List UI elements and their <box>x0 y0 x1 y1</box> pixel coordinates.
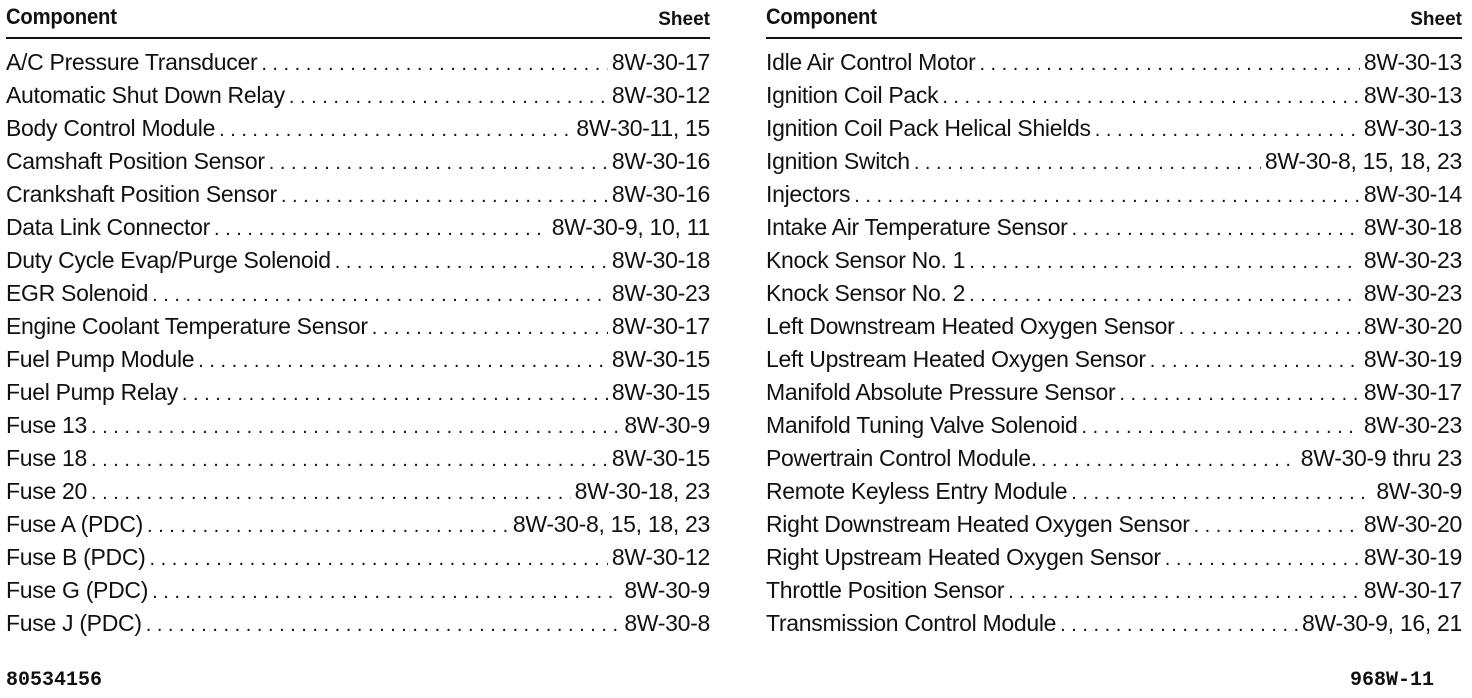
sheet-reference: 8W-30-23 <box>1363 412 1462 438</box>
sheet-reference: 8W-30-20 <box>1363 511 1462 537</box>
table-row <box>766 79 1462 112</box>
sheet-reference: 8W-30-18 <box>611 247 710 273</box>
component-name: Fuel Pump Module <box>6 346 195 372</box>
dot-leader <box>1165 543 1360 574</box>
sheet-reference: 8W-30-17 <box>1363 379 1462 405</box>
sheet-reference: 8W-30-8 <box>624 610 710 636</box>
sheet-reference: 8W-30-14 <box>1363 181 1462 207</box>
table-row <box>766 607 1462 640</box>
left-column <box>6 0 710 640</box>
sheet-reference: 8W-30-9, 16, 21 <box>1301 610 1462 636</box>
dot-leader <box>214 213 548 244</box>
sheet-reference: 8W-30-13 <box>1363 115 1462 141</box>
table-row <box>6 574 710 607</box>
dot-leader <box>854 180 1360 211</box>
component-name: Fuse 13 <box>6 412 88 438</box>
left-column-header <box>6 0 710 39</box>
dot-leader <box>914 147 1261 178</box>
component-name: Fuse 20 <box>6 478 88 504</box>
component-name: Remote Keyless Entry Module <box>766 478 1068 504</box>
component-name: Fuse B (PDC) <box>6 544 146 570</box>
dot-leader <box>281 180 608 211</box>
component-name: Body Control Module <box>6 115 216 141</box>
dot-leader <box>91 444 608 475</box>
dot-leader <box>969 279 1360 310</box>
table-row <box>6 277 710 310</box>
table-row <box>6 79 710 112</box>
component-name: Intake Air Temperature Sensor <box>766 214 1068 240</box>
table-row <box>766 178 1462 211</box>
component-name: Throttle Position Sensor <box>766 577 1005 603</box>
dot-leader <box>1179 312 1360 343</box>
dot-leader <box>1095 114 1360 145</box>
sheet-reference: 8W-30-15 <box>611 445 710 471</box>
dot-leader <box>1072 213 1360 244</box>
table-row <box>6 508 710 541</box>
dot-leader <box>969 246 1360 277</box>
component-name: Idle Air Control Motor <box>766 49 976 75</box>
sheet-reference: 8W-30-18, 23 <box>574 478 710 504</box>
sheet-reference: 8W-30-9 <box>1376 478 1462 504</box>
sheet-reference: 8W-30-17 <box>611 49 710 75</box>
dot-leader <box>1060 609 1298 640</box>
sheet-reference: 8W-30-11, 15 <box>576 115 710 141</box>
table-row <box>766 211 1462 244</box>
component-name: Right Downstream Heated Oxygen Sensor <box>766 511 1190 537</box>
dot-leader <box>219 114 572 145</box>
component-name: Left Upstream Heated Oxygen Sensor <box>766 346 1146 372</box>
table-row <box>6 211 710 244</box>
component-name: Automatic Shut Down Relay <box>6 82 285 108</box>
table-row <box>766 112 1462 145</box>
component-name: Left Downstream Heated Oxygen Sensor <box>766 313 1175 339</box>
component-name: Fuel Pump Relay <box>6 379 178 405</box>
sheet-reference: 8W-30-13 <box>1363 49 1462 75</box>
dot-leader <box>979 48 1359 79</box>
table-row <box>766 508 1462 541</box>
sheet-reference: 8W-30-23 <box>611 280 710 306</box>
page-number: 968W-11 <box>1349 669 1434 692</box>
component-name: Right Upstream Heated Oxygen Sensor <box>766 544 1161 570</box>
document-code: 80534156 <box>6 669 103 692</box>
table-row <box>766 475 1462 508</box>
sheet-reference: 8W-30-18 <box>1363 214 1462 240</box>
table-row <box>6 310 710 343</box>
table-row <box>766 343 1462 376</box>
sheet-reference: 8W-30-15 <box>611 346 710 372</box>
table-row <box>766 541 1462 574</box>
component-name: Fuse A (PDC) <box>6 511 143 537</box>
dot-leader <box>150 543 608 574</box>
component-name: A/C Pressure Transducer <box>6 49 258 75</box>
sheet-reference: 8W-30-8, 15, 18, 23 <box>512 511 710 537</box>
dot-leader <box>1082 411 1360 442</box>
dot-leader <box>1008 576 1360 607</box>
sheet-reference: 8W-30-12 <box>611 82 710 108</box>
dot-leader <box>152 576 620 607</box>
table-row <box>6 541 710 574</box>
sheet-header: Sheet <box>1410 9 1462 30</box>
component-name: Manifold Tuning Valve Solenoid <box>766 412 1078 438</box>
dot-leader <box>147 510 509 541</box>
component-name: Knock Sensor No. 1 <box>766 247 966 273</box>
component-header: Component <box>766 4 877 29</box>
dot-leader <box>942 81 1360 112</box>
right-column-header <box>766 0 1462 39</box>
dot-leader <box>91 411 620 442</box>
sheet-reference: 8W-30-19 <box>1363 346 1462 372</box>
table-row <box>766 409 1462 442</box>
table-row <box>766 46 1462 79</box>
table-row <box>6 607 710 640</box>
sheet-reference: 8W-30-23 <box>1363 247 1462 273</box>
component-name: Fuse J (PDC) <box>6 610 142 636</box>
table-row <box>766 376 1462 409</box>
component-name: Crankshaft Position Sensor <box>6 181 277 207</box>
table-row <box>6 409 710 442</box>
sheet-reference: 8W-30-12 <box>611 544 710 570</box>
table-row <box>6 145 710 178</box>
component-name: Powertrain Control Module. <box>766 445 1037 471</box>
sheet-header: Sheet <box>658 9 710 30</box>
component-name: Fuse 18 <box>6 445 88 471</box>
dot-leader <box>146 609 621 640</box>
component-name: Engine Coolant Temperature Sensor <box>6 313 368 339</box>
component-name: Ignition Coil Pack Helical Shields <box>766 115 1091 141</box>
table-row <box>766 277 1462 310</box>
component-name: Duty Cycle Evap/Purge Solenoid <box>6 247 331 273</box>
sheet-reference: 8W-30-9 <box>624 412 710 438</box>
sheet-reference: 8W-30-8, 15, 18, 23 <box>1264 148 1462 174</box>
sheet-reference: 8W-30-15 <box>611 379 710 405</box>
component-name: Transmission Control Module <box>766 610 1057 636</box>
dot-leader <box>269 147 608 178</box>
dot-leader <box>372 312 608 343</box>
component-name: Fuse G (PDC) <box>6 577 149 603</box>
table-row <box>766 442 1462 475</box>
table-row <box>6 112 710 145</box>
component-name: Manifold Absolute Pressure Sensor <box>766 379 1116 405</box>
component-name: Ignition Coil Pack <box>766 82 939 108</box>
sheet-reference: 8W-30-16 <box>611 148 710 174</box>
dot-leader <box>198 345 608 376</box>
dot-leader <box>1071 477 1372 508</box>
dot-leader <box>152 279 608 310</box>
sheet-reference: 8W-30-9 <box>624 577 710 603</box>
dot-leader <box>1194 510 1360 541</box>
sheet-reference: 8W-30-17 <box>1363 577 1462 603</box>
right-component-list <box>766 46 1462 640</box>
sheet-reference: 8W-30-19 <box>1363 544 1462 570</box>
dot-leader <box>182 378 608 409</box>
component-name: EGR Solenoid <box>6 280 149 306</box>
component-name: Knock Sensor No. 2 <box>766 280 966 306</box>
sheet-reference: 8W-30-23 <box>1363 280 1462 306</box>
component-name: Data Link Connector <box>6 214 210 240</box>
table-row <box>6 178 710 211</box>
table-row <box>6 475 710 508</box>
sheet-reference: 8W-30-20 <box>1363 313 1462 339</box>
sheet-reference: 8W-30-9 thru 23 <box>1300 445 1462 471</box>
component-name: Camshaft Position Sensor <box>6 148 265 174</box>
table-row <box>6 46 710 79</box>
dot-leader <box>1119 378 1359 409</box>
component-header: Component <box>6 4 117 29</box>
component-name: Injectors <box>766 181 851 207</box>
table-row <box>766 574 1462 607</box>
dot-leader <box>91 477 571 508</box>
right-column <box>766 0 1462 640</box>
dot-leader <box>261 48 608 79</box>
table-row <box>6 376 710 409</box>
left-component-list <box>6 46 710 640</box>
table-row <box>766 145 1462 178</box>
table-row <box>6 244 710 277</box>
table-row <box>766 244 1462 277</box>
table-row <box>6 343 710 376</box>
dot-leader <box>335 246 608 277</box>
component-name: Ignition Switch <box>766 148 910 174</box>
table-row <box>6 442 710 475</box>
sheet-reference: 8W-30-16 <box>611 181 710 207</box>
sheet-reference: 8W-30-13 <box>1363 82 1462 108</box>
sheet-reference: 8W-30-17 <box>611 313 710 339</box>
sheet-reference: 8W-30-9, 10, 11 <box>551 214 710 240</box>
dot-leader <box>289 81 608 112</box>
dot-leader <box>1150 345 1360 376</box>
table-row <box>766 310 1462 343</box>
dot-leader <box>1041 444 1297 475</box>
